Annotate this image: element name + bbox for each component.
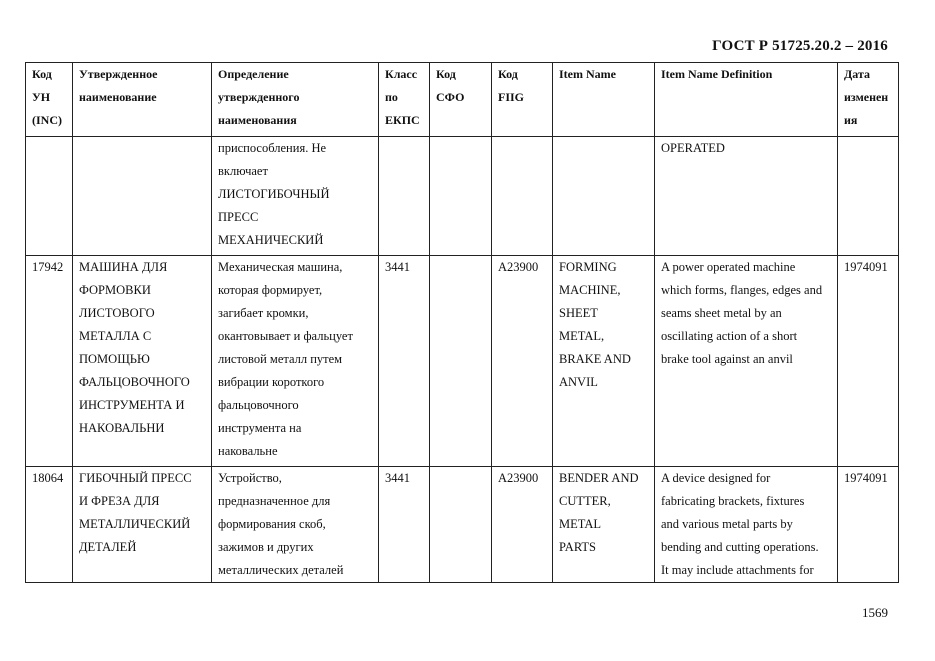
cell-fiig: A23900 <box>492 256 553 467</box>
table-row <box>26 137 899 256</box>
column-header-sfo: Код СФО <box>430 63 492 137</box>
cell-change-date <box>838 137 899 256</box>
cell-class: 3441 <box>379 256 430 467</box>
cell-item-name-definition: A power operated machine which forms, flanges, edges and seams sheet metal by an oscillating action of a short brake tool against an anvil <box>655 256 838 467</box>
table-row <box>26 467 899 583</box>
cell-sfo <box>430 467 492 583</box>
cell-change-date: 1974091 <box>838 467 899 583</box>
cell-inc: 17942 <box>26 256 73 467</box>
cell-inc <box>26 137 73 256</box>
cell-definition: приспособления. Не включает ЛИСТОГИБОЧНЫЙ ПРЕСС МЕХАНИЧЕСКИЙ <box>212 137 379 256</box>
cell-definition: Устройство, предназначенное для формирования скоб, зажимов и других металлических деталей <box>212 467 379 583</box>
cell-class <box>379 137 430 256</box>
cell-item-name <box>553 137 655 256</box>
column-header-change-date: Дата изменен ия <box>838 63 899 137</box>
column-header-fiig: Код FIIG <box>492 63 553 137</box>
cell-item-name-definition: OPERATED <box>655 137 838 256</box>
table-row <box>26 256 899 467</box>
column-header-inc: Код УН (INC) <box>26 63 73 137</box>
document-code: ГОСТ Р 51725.20.2 – 2016 <box>712 38 888 54</box>
cell-approved-name <box>73 137 212 256</box>
table-header-row <box>26 63 899 137</box>
cell-sfo <box>430 256 492 467</box>
cell-approved-name: ГИБОЧНЫЙ ПРЕСС И ФРЕЗА ДЛЯ МЕТАЛЛИЧЕСКИЙ ДЕТАЛЕЙ <box>73 467 212 583</box>
cell-sfo <box>430 137 492 256</box>
page-number: 1569 <box>862 605 888 620</box>
cell-inc: 18064 <box>26 467 73 583</box>
cell-fiig <box>492 137 553 256</box>
cell-fiig: A23900 <box>492 467 553 583</box>
cell-change-date: 1974091 <box>838 256 899 467</box>
column-header-class: Класс по ЕКПС <box>379 63 430 137</box>
column-header-item-name: Item Name <box>553 63 655 137</box>
cell-item-name: FORMING MACHINE, SHEET METAL, BRAKE AND ANVIL <box>553 256 655 467</box>
cell-item-name: BENDER AND CUTTER, METAL PARTS <box>553 467 655 583</box>
column-header-approved-name: Утвержденное наименование <box>73 63 212 137</box>
column-header-item-name-definition: Item Name Definition <box>655 63 838 137</box>
cell-definition: Механическая машина, которая формирует, загибает кромки, окантовывает и фальцует листовой металл путем вибрации короткого фальцовочного инструмента на наковальне <box>212 256 379 467</box>
column-header-definition: Определение утвержденного наименования <box>212 63 379 137</box>
cell-approved-name: МАШИНА ДЛЯ ФОРМОВКИ ЛИСТОВОГО МЕТАЛЛА С ПОМОЩЬЮ ФАЛЬЦОВОЧНОГО ИНСТРУМЕНТА И НАКОВАЛЬНИ <box>73 256 212 467</box>
cell-class: 3441 <box>379 467 430 583</box>
catalog-table <box>25 62 899 583</box>
cell-item-name-definition: A device designed for fabricating brackets, fixtures and various metal parts by bending and cutting operations. It may include attachments for <box>655 467 838 583</box>
